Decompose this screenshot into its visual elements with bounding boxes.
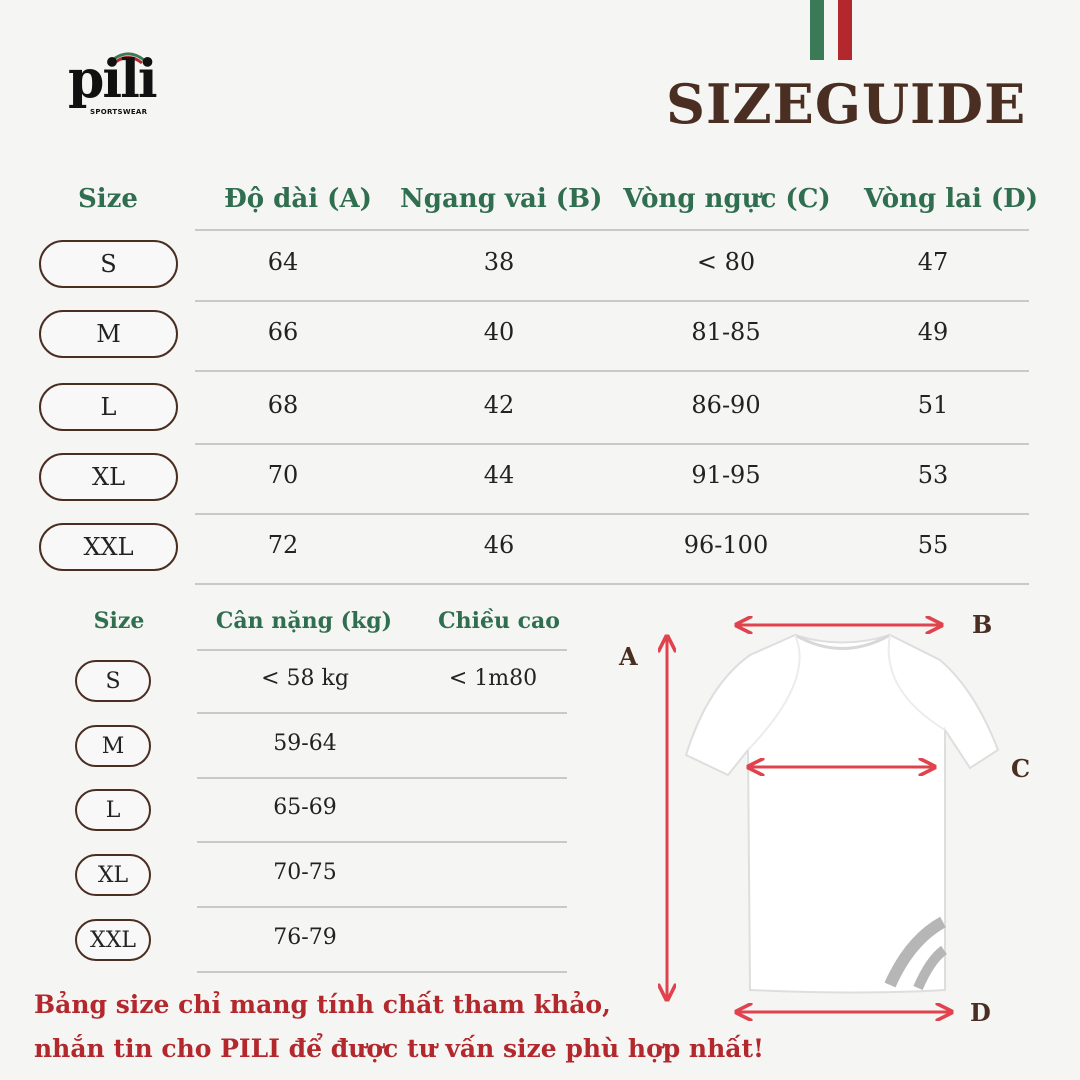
t2-size-pill: L <box>75 789 151 831</box>
t1-row-divider <box>195 443 1029 445</box>
t2-row-divider <box>197 777 567 779</box>
t1-cell-a: 70 <box>267 461 299 489</box>
brand-tagline: SPORTSWEAR <box>90 108 148 116</box>
t1-cell-a: 64 <box>267 248 299 276</box>
t2-cell-weight: 70-75 <box>273 860 337 885</box>
t1-cell-d: 53 <box>917 461 949 489</box>
label-c: C <box>1011 754 1031 783</box>
t2-size-pill: S <box>75 660 151 702</box>
t2-divider <box>197 649 567 651</box>
t2-row-divider <box>197 971 567 973</box>
t1-header-hem: Vòng lai (D) <box>863 184 1039 214</box>
t1-row-divider <box>195 300 1029 302</box>
t1-row-divider <box>195 513 1029 515</box>
brand-name: pili <box>68 49 156 110</box>
tshirt-icon <box>686 635 998 993</box>
t2-row-divider <box>197 712 567 714</box>
flag-stripe-red <box>838 0 852 60</box>
t1-cell-c: < 80 <box>696 248 756 276</box>
label-b: B <box>972 610 993 639</box>
t1-size-pill: M <box>39 310 178 358</box>
t2-size-pill: M <box>75 725 151 767</box>
t1-header-size: Size <box>78 184 138 214</box>
t1-cell-c: 96-100 <box>683 531 769 559</box>
t2-size-pill: XL <box>75 854 151 896</box>
t2-row-divider <box>197 906 567 908</box>
page-title: SIZEGUIDE <box>666 72 1027 136</box>
label-d: D <box>970 998 991 1027</box>
t2-cell-weight: < 58 kg <box>261 666 349 691</box>
t1-header-length: Độ dài (A) <box>224 184 372 214</box>
t1-cell-d: 47 <box>917 248 949 276</box>
t2-header-weight: Cân nặng (kg) <box>215 608 393 634</box>
brand-logo <box>68 49 168 122</box>
shirt-diagram <box>600 600 1070 1040</box>
note-line-1: Bảng size chỉ mang tính chất tham khảo, <box>34 990 611 1019</box>
t1-row-divider <box>195 583 1029 585</box>
t1-cell-a: 66 <box>267 318 299 346</box>
t1-size-pill: XL <box>39 453 178 501</box>
t2-cell-weight: 59-64 <box>273 731 337 756</box>
t1-cell-b: 38 <box>483 248 515 276</box>
t1-cell-a: 68 <box>267 391 299 419</box>
t1-cell-b: 44 <box>483 461 515 489</box>
t2-cell-height: < 1m80 <box>448 666 538 691</box>
t1-divider <box>195 229 1029 231</box>
t1-cell-a: 72 <box>267 531 299 559</box>
t1-header-shoulder: Ngang vai (B) <box>400 184 603 214</box>
t2-cell-weight: 76-79 <box>273 925 337 950</box>
t1-cell-b: 46 <box>483 531 515 559</box>
t1-cell-c: 86-90 <box>691 391 761 419</box>
t1-header-chest: Vòng ngực (C) <box>623 184 831 214</box>
t2-size-pill: XXL <box>75 919 151 961</box>
t1-cell-c: 91-95 <box>691 461 761 489</box>
t2-header-size: Size <box>93 608 145 634</box>
t1-cell-d: 51 <box>917 391 949 419</box>
t2-header-height: Chiều cao <box>438 608 560 634</box>
t1-cell-b: 40 <box>483 318 515 346</box>
t1-row-divider <box>195 370 1029 372</box>
label-a: A <box>619 642 638 671</box>
italian-flag-icon <box>810 0 852 60</box>
t1-size-pill: S <box>39 240 178 288</box>
flag-stripe-green <box>810 0 824 60</box>
flag-stripe-white <box>824 0 838 60</box>
t1-size-pill: L <box>39 383 178 431</box>
note-line-2: nhắn tin cho PILI để được tư vấn size phù hợp nhất! <box>34 1034 765 1063</box>
t1-size-pill: XXL <box>39 523 178 571</box>
t2-row-divider <box>197 841 567 843</box>
t2-cell-weight: 65-69 <box>273 795 337 820</box>
t1-cell-d: 49 <box>917 318 949 346</box>
t1-cell-b: 42 <box>483 391 515 419</box>
t1-cell-c: 81-85 <box>691 318 761 346</box>
t1-cell-d: 55 <box>917 531 949 559</box>
